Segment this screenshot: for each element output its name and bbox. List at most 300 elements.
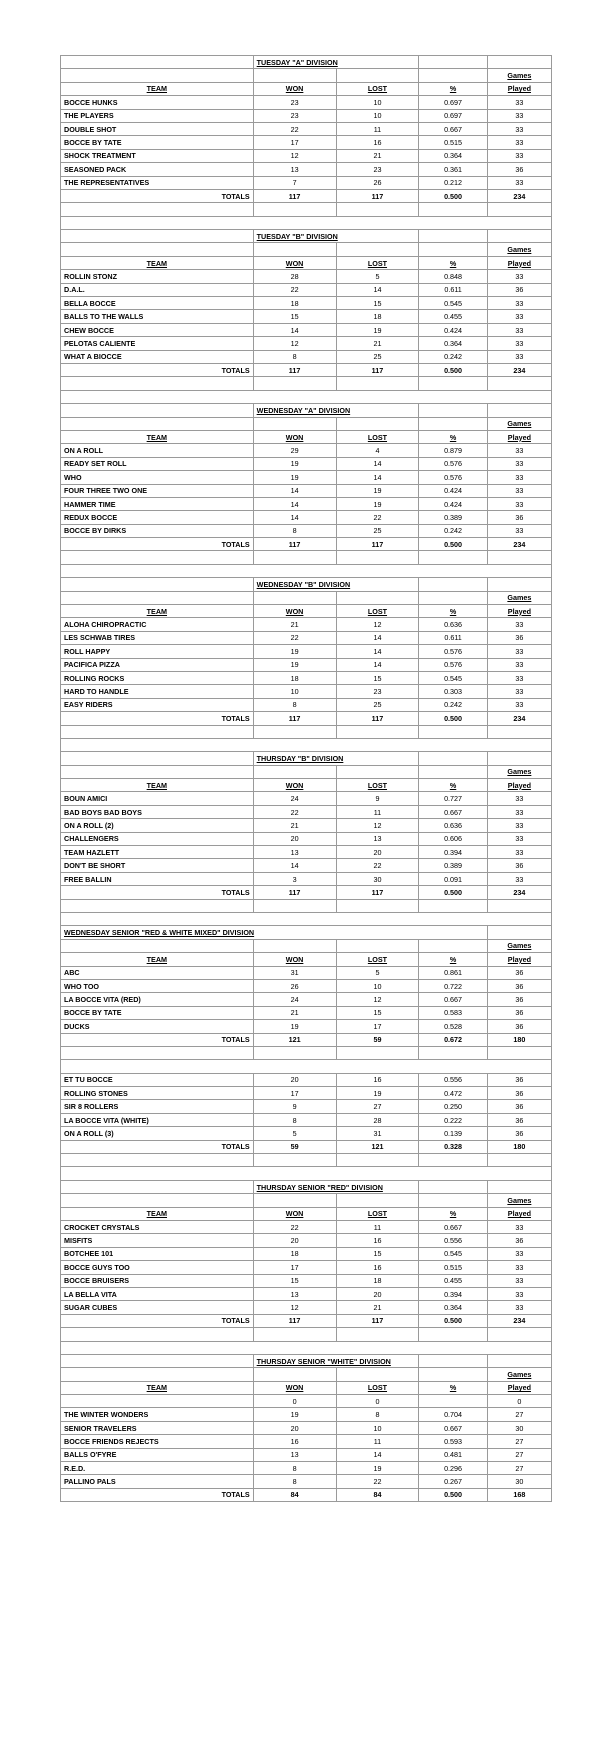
blank-row bbox=[61, 203, 552, 216]
totals-row bbox=[61, 1140, 552, 1153]
won-value: 22 bbox=[253, 122, 336, 135]
totals-pct: 0.500 bbox=[419, 538, 487, 551]
header-team: TEAM bbox=[61, 953, 254, 966]
pct-value: 0.472 bbox=[419, 1087, 487, 1100]
won-value: 0 bbox=[253, 1395, 336, 1408]
blank-cell bbox=[419, 752, 487, 765]
pct-value: 0.242 bbox=[419, 524, 487, 537]
division-title: THURSDAY SENIOR "RED" DIVISION bbox=[253, 1180, 419, 1193]
blank-cell bbox=[61, 1194, 254, 1207]
blank-cell bbox=[61, 1154, 254, 1167]
team-row bbox=[61, 163, 552, 176]
games-played-header-top: Games bbox=[487, 765, 551, 778]
pct-value: 0.576 bbox=[419, 471, 487, 484]
team-name: WHAT A BIOCCE bbox=[61, 350, 254, 363]
games-value: 33 bbox=[487, 444, 551, 457]
lost-value: 19 bbox=[336, 484, 419, 497]
pct-value: 0.848 bbox=[419, 270, 487, 283]
team-row bbox=[61, 1408, 552, 1421]
spacer-cell bbox=[61, 913, 552, 926]
lost-value: 22 bbox=[336, 1475, 419, 1488]
won-value: 8 bbox=[253, 698, 336, 711]
team-row bbox=[61, 149, 552, 162]
blank-cell bbox=[253, 939, 336, 952]
lost-value: 23 bbox=[336, 163, 419, 176]
won-value: 16 bbox=[253, 1435, 336, 1448]
games-value: 33 bbox=[487, 270, 551, 283]
blank-cell bbox=[419, 1354, 487, 1367]
totals-lost: 117 bbox=[336, 712, 419, 725]
lost-value: 14 bbox=[336, 457, 419, 470]
blank-cell bbox=[419, 203, 487, 216]
header-games-played: Played bbox=[487, 605, 551, 618]
won-value: 14 bbox=[253, 323, 336, 336]
won-value: 8 bbox=[253, 524, 336, 537]
team-name: THE REPRESENTATIVES bbox=[61, 176, 254, 189]
team-row bbox=[61, 979, 552, 992]
team-row bbox=[61, 1448, 552, 1461]
team-name: SUGAR CUBES bbox=[61, 1301, 254, 1314]
won-value: 19 bbox=[253, 457, 336, 470]
team-name: ABC bbox=[61, 966, 254, 979]
column-header-row bbox=[61, 1381, 552, 1394]
lost-value: 15 bbox=[336, 671, 419, 684]
team-row bbox=[61, 1113, 552, 1126]
games-value: 33 bbox=[487, 698, 551, 711]
won-value: 21 bbox=[253, 1006, 336, 1019]
games-value: 27 bbox=[487, 1448, 551, 1461]
totals-label: TOTALS bbox=[61, 538, 254, 551]
totals-won: 121 bbox=[253, 1033, 336, 1046]
team-row bbox=[61, 631, 552, 644]
games-value: 33 bbox=[487, 122, 551, 135]
team-name: ON A ROLL (3) bbox=[61, 1127, 254, 1140]
totals-lost: 84 bbox=[336, 1488, 419, 1501]
games-value: 33 bbox=[487, 96, 551, 109]
team-row bbox=[61, 122, 552, 135]
blank-cell bbox=[253, 591, 336, 604]
blank-cell bbox=[253, 725, 336, 738]
team-row bbox=[61, 1301, 552, 1314]
team-name: DUCKS bbox=[61, 1020, 254, 1033]
pct-value: 0.667 bbox=[419, 1421, 487, 1434]
pct-value: 0.611 bbox=[419, 631, 487, 644]
pct-value: 0.424 bbox=[419, 497, 487, 510]
won-value: 14 bbox=[253, 859, 336, 872]
blank-cell bbox=[253, 417, 336, 430]
team-name: PALLINO PALS bbox=[61, 1475, 254, 1488]
totals-row bbox=[61, 712, 552, 725]
won-value: 13 bbox=[253, 1287, 336, 1300]
header-won: WON bbox=[253, 605, 336, 618]
won-value: 19 bbox=[253, 645, 336, 658]
team-name: R.E.D. bbox=[61, 1462, 254, 1475]
division-title-row bbox=[61, 56, 552, 69]
games-header-row bbox=[61, 417, 552, 430]
games-played-header-top: Games bbox=[487, 1368, 551, 1381]
pct-value: 0.364 bbox=[419, 1301, 487, 1314]
games-played-header-top: Games bbox=[487, 1194, 551, 1207]
blank-cell bbox=[487, 899, 551, 912]
team-row bbox=[61, 685, 552, 698]
blank-cell bbox=[61, 1328, 254, 1341]
pct-value: 0.394 bbox=[419, 846, 487, 859]
team-name: BALLS TO THE WALLS bbox=[61, 310, 254, 323]
pct-value: 0.222 bbox=[419, 1113, 487, 1126]
won-value: 7 bbox=[253, 176, 336, 189]
header-games-played: Played bbox=[487, 1207, 551, 1220]
division-title-row bbox=[61, 926, 552, 939]
totals-lost: 117 bbox=[336, 538, 419, 551]
won-value: 12 bbox=[253, 337, 336, 350]
won-value: 20 bbox=[253, 832, 336, 845]
blank-cell bbox=[336, 765, 419, 778]
blank-cell bbox=[419, 56, 487, 69]
lost-value: 19 bbox=[336, 323, 419, 336]
totals-games: 180 bbox=[487, 1033, 551, 1046]
games-value: 36 bbox=[487, 511, 551, 524]
totals-games: 180 bbox=[487, 1140, 551, 1153]
totals-pct: 0.500 bbox=[419, 1314, 487, 1327]
lost-value: 15 bbox=[336, 1247, 419, 1260]
games-value: 33 bbox=[487, 792, 551, 805]
division-title-row bbox=[61, 752, 552, 765]
games-value: 30 bbox=[487, 1421, 551, 1434]
lost-value: 5 bbox=[336, 966, 419, 979]
team-row bbox=[61, 1234, 552, 1247]
games-header-row bbox=[61, 939, 552, 952]
blank-cell bbox=[61, 939, 254, 952]
games-value: 33 bbox=[487, 457, 551, 470]
column-header-row bbox=[61, 953, 552, 966]
blank-cell bbox=[419, 404, 487, 417]
team-row bbox=[61, 805, 552, 818]
games-value: 33 bbox=[487, 805, 551, 818]
blank-cell bbox=[487, 1046, 551, 1059]
totals-lost: 117 bbox=[336, 1314, 419, 1327]
team-row bbox=[61, 1020, 552, 1033]
games-value: 33 bbox=[487, 136, 551, 149]
blank-cell bbox=[336, 243, 419, 256]
team-name: HAMMER TIME bbox=[61, 497, 254, 510]
team-row bbox=[61, 337, 552, 350]
totals-label: TOTALS bbox=[61, 363, 254, 376]
team-name: CHEW BOCCE bbox=[61, 323, 254, 336]
header-won: WON bbox=[253, 1381, 336, 1394]
pct-value: 0.361 bbox=[419, 163, 487, 176]
spacer-cell bbox=[61, 738, 552, 751]
games-value: 36 bbox=[487, 1100, 551, 1113]
lost-value: 16 bbox=[336, 1261, 419, 1274]
team-row bbox=[61, 136, 552, 149]
division-title: TUESDAY "A" DIVISION bbox=[253, 56, 419, 69]
pct-value: 0.394 bbox=[419, 1287, 487, 1300]
header-won: WON bbox=[253, 1207, 336, 1220]
pct-value: 0.879 bbox=[419, 444, 487, 457]
column-header-row bbox=[61, 430, 552, 443]
pct-value: 0.515 bbox=[419, 1261, 487, 1274]
team-row bbox=[61, 471, 552, 484]
pct-value: 0.556 bbox=[419, 1073, 487, 1086]
team-row bbox=[61, 524, 552, 537]
header-lost: LOST bbox=[336, 430, 419, 443]
won-value: 5 bbox=[253, 1127, 336, 1140]
won-value: 21 bbox=[253, 618, 336, 631]
team-row bbox=[61, 819, 552, 832]
blank-row bbox=[61, 899, 552, 912]
blank-cell bbox=[419, 591, 487, 604]
spacer-cell bbox=[61, 1167, 552, 1180]
won-value: 22 bbox=[253, 1220, 336, 1233]
team-name: BOCCE BY TATE bbox=[61, 1006, 254, 1019]
team-name: LA BOCCE VITA (WHITE) bbox=[61, 1113, 254, 1126]
team-name: BOCCE FRIENDS REJECTS bbox=[61, 1435, 254, 1448]
games-value: 33 bbox=[487, 176, 551, 189]
totals-won: 117 bbox=[253, 189, 336, 202]
pct-value: 0.296 bbox=[419, 1462, 487, 1475]
column-header-row bbox=[61, 1207, 552, 1220]
lost-value: 14 bbox=[336, 645, 419, 658]
division-title: WEDNESDAY "A" DIVISION bbox=[253, 404, 419, 417]
games-header-row bbox=[61, 591, 552, 604]
team-row bbox=[61, 484, 552, 497]
division-title-row bbox=[61, 230, 552, 243]
spacer-cell bbox=[61, 390, 552, 403]
pct-value: 0.515 bbox=[419, 136, 487, 149]
header-pct: % bbox=[419, 953, 487, 966]
blank-cell bbox=[419, 1194, 487, 1207]
team-name: REDUX BOCCE bbox=[61, 511, 254, 524]
blank-cell bbox=[61, 1046, 254, 1059]
team-row bbox=[61, 511, 552, 524]
blank-cell bbox=[487, 1154, 551, 1167]
won-value: 13 bbox=[253, 846, 336, 859]
games-value: 36 bbox=[487, 283, 551, 296]
blank-cell bbox=[61, 578, 254, 591]
pct-value: 0.545 bbox=[419, 671, 487, 684]
pct-value: 0.576 bbox=[419, 457, 487, 470]
lost-value: 11 bbox=[336, 1435, 419, 1448]
totals-won: 117 bbox=[253, 1314, 336, 1327]
team-name: CROCKET CRYSTALS bbox=[61, 1220, 254, 1233]
lost-value: 12 bbox=[336, 618, 419, 631]
header-won: WON bbox=[253, 82, 336, 95]
won-value: 19 bbox=[253, 658, 336, 671]
blank-cell bbox=[336, 1194, 419, 1207]
header-lost: LOST bbox=[336, 1207, 419, 1220]
header-team: TEAM bbox=[61, 256, 254, 269]
team-row bbox=[61, 497, 552, 510]
team-row bbox=[61, 283, 552, 296]
zero-row bbox=[61, 1395, 552, 1408]
totals-pct: 0.672 bbox=[419, 1033, 487, 1046]
pct-value: 0.697 bbox=[419, 96, 487, 109]
games-value: 27 bbox=[487, 1435, 551, 1448]
team-row bbox=[61, 297, 552, 310]
team-name: CHALLENGERS bbox=[61, 832, 254, 845]
lost-value: 15 bbox=[336, 1006, 419, 1019]
blank-cell bbox=[419, 377, 487, 390]
column-header-row bbox=[61, 605, 552, 618]
lost-value: 11 bbox=[336, 1220, 419, 1233]
totals-lost: 121 bbox=[336, 1140, 419, 1153]
team-name: THE WINTER WONDERS bbox=[61, 1408, 254, 1421]
lost-value: 27 bbox=[336, 1100, 419, 1113]
won-value: 24 bbox=[253, 993, 336, 1006]
division-title: THURSDAY "B" DIVISION bbox=[253, 752, 419, 765]
blank-cell bbox=[419, 765, 487, 778]
pct-value: 0.091 bbox=[419, 872, 487, 885]
games-value: 0 bbox=[487, 1395, 551, 1408]
games-value: 36 bbox=[487, 1113, 551, 1126]
lost-value: 28 bbox=[336, 1113, 419, 1126]
won-value: 20 bbox=[253, 1234, 336, 1247]
lost-value: 16 bbox=[336, 1073, 419, 1086]
division-title-row bbox=[61, 404, 552, 417]
blank-cell bbox=[253, 1154, 336, 1167]
blank-cell bbox=[61, 1368, 254, 1381]
games-value: 27 bbox=[487, 1462, 551, 1475]
won-value: 23 bbox=[253, 96, 336, 109]
spacer-row bbox=[61, 1060, 552, 1073]
games-value: 27 bbox=[487, 1408, 551, 1421]
blank-cell bbox=[419, 1328, 487, 1341]
blank-cell bbox=[419, 725, 487, 738]
games-header-row bbox=[61, 1194, 552, 1207]
team-name: BOCCE BY TATE bbox=[61, 136, 254, 149]
totals-pct: 0.500 bbox=[419, 712, 487, 725]
blank-row bbox=[61, 1328, 552, 1341]
games-value: 36 bbox=[487, 631, 551, 644]
totals-pct: 0.500 bbox=[419, 1488, 487, 1501]
team-row bbox=[61, 792, 552, 805]
blank-cell bbox=[61, 765, 254, 778]
blank-cell bbox=[419, 899, 487, 912]
won-value: 15 bbox=[253, 1274, 336, 1287]
blank-cell bbox=[61, 752, 254, 765]
standings-table bbox=[60, 55, 552, 1502]
blank-cell bbox=[419, 578, 487, 591]
header-won: WON bbox=[253, 430, 336, 443]
header-pct: % bbox=[419, 256, 487, 269]
pct-value: 0.212 bbox=[419, 176, 487, 189]
won-value: 8 bbox=[253, 1113, 336, 1126]
games-value: 33 bbox=[487, 618, 551, 631]
pct-value: 0.861 bbox=[419, 966, 487, 979]
spacer-row bbox=[61, 1167, 552, 1180]
team-name: SIR 8 ROLLERS bbox=[61, 1100, 254, 1113]
team-name: ET TU BOCCE bbox=[61, 1073, 254, 1086]
games-value: 36 bbox=[487, 966, 551, 979]
team-name: WHO bbox=[61, 471, 254, 484]
pct-value: 0.667 bbox=[419, 1220, 487, 1233]
totals-pct: 0.328 bbox=[419, 1140, 487, 1153]
team-name: D.A.L. bbox=[61, 283, 254, 296]
header-team: TEAM bbox=[61, 1207, 254, 1220]
team-row bbox=[61, 872, 552, 885]
team-name: BAD BOYS BAD BOYS bbox=[61, 805, 254, 818]
pct-value: 0.455 bbox=[419, 310, 487, 323]
totals-won: 117 bbox=[253, 712, 336, 725]
spacer-row bbox=[61, 913, 552, 926]
spacer-row bbox=[61, 390, 552, 403]
header-lost: LOST bbox=[336, 605, 419, 618]
blank-cell bbox=[487, 1328, 551, 1341]
header-team: TEAM bbox=[61, 430, 254, 443]
games-value: 36 bbox=[487, 1234, 551, 1247]
won-value: 22 bbox=[253, 631, 336, 644]
blank-cell bbox=[253, 1328, 336, 1341]
team-name: BOCCE GUYS TOO bbox=[61, 1261, 254, 1274]
division-title: WEDNESDAY "B" DIVISION bbox=[253, 578, 419, 591]
won-value: 19 bbox=[253, 471, 336, 484]
blank-cell bbox=[419, 69, 487, 82]
totals-label: TOTALS bbox=[61, 1033, 254, 1046]
blank-cell bbox=[253, 551, 336, 564]
blank-cell bbox=[253, 203, 336, 216]
team-row bbox=[61, 618, 552, 631]
team-name: WHO TOO bbox=[61, 979, 254, 992]
totals-won: 59 bbox=[253, 1140, 336, 1153]
lost-value: 14 bbox=[336, 658, 419, 671]
header-pct: % bbox=[419, 779, 487, 792]
team-row bbox=[61, 1462, 552, 1475]
won-value: 15 bbox=[253, 310, 336, 323]
header-games-played: Played bbox=[487, 779, 551, 792]
totals-lost: 117 bbox=[336, 363, 419, 376]
games-value: 36 bbox=[487, 163, 551, 176]
pct-value: 0.424 bbox=[419, 484, 487, 497]
blank-cell bbox=[487, 551, 551, 564]
games-value: 33 bbox=[487, 484, 551, 497]
lost-value: 18 bbox=[336, 1274, 419, 1287]
lost-value: 9 bbox=[336, 792, 419, 805]
team-name: BOTCHEE 101 bbox=[61, 1247, 254, 1260]
totals-games: 234 bbox=[487, 363, 551, 376]
won-value: 14 bbox=[253, 484, 336, 497]
header-games-played: Played bbox=[487, 1381, 551, 1394]
team-name: HARD TO HANDLE bbox=[61, 685, 254, 698]
blank-cell bbox=[253, 377, 336, 390]
lost-value: 25 bbox=[336, 350, 419, 363]
team-row bbox=[61, 671, 552, 684]
pct-value: 0.667 bbox=[419, 805, 487, 818]
games-value: 33 bbox=[487, 872, 551, 885]
blank-cell bbox=[253, 243, 336, 256]
games-value: 33 bbox=[487, 819, 551, 832]
blank-cell bbox=[61, 1354, 254, 1367]
header-won: WON bbox=[253, 953, 336, 966]
games-value: 36 bbox=[487, 1087, 551, 1100]
pct-value: 0.704 bbox=[419, 1408, 487, 1421]
team-name: SEASONED PACK bbox=[61, 163, 254, 176]
team-row bbox=[61, 1220, 552, 1233]
header-pct: % bbox=[419, 430, 487, 443]
team-name: PELOTAS CALIENTE bbox=[61, 337, 254, 350]
lost-value: 10 bbox=[336, 109, 419, 122]
games-value: 36 bbox=[487, 1020, 551, 1033]
team-name: ALOHA CHIROPRACTIC bbox=[61, 618, 254, 631]
won-value: 18 bbox=[253, 297, 336, 310]
team-row bbox=[61, 444, 552, 457]
team-name: THE PLAYERS bbox=[61, 109, 254, 122]
pct-value: 0.250 bbox=[419, 1100, 487, 1113]
spacer-row bbox=[61, 216, 552, 229]
totals-label: TOTALS bbox=[61, 1314, 254, 1327]
games-value: 33 bbox=[487, 297, 551, 310]
blank-cell bbox=[487, 203, 551, 216]
blank-cell bbox=[487, 56, 551, 69]
